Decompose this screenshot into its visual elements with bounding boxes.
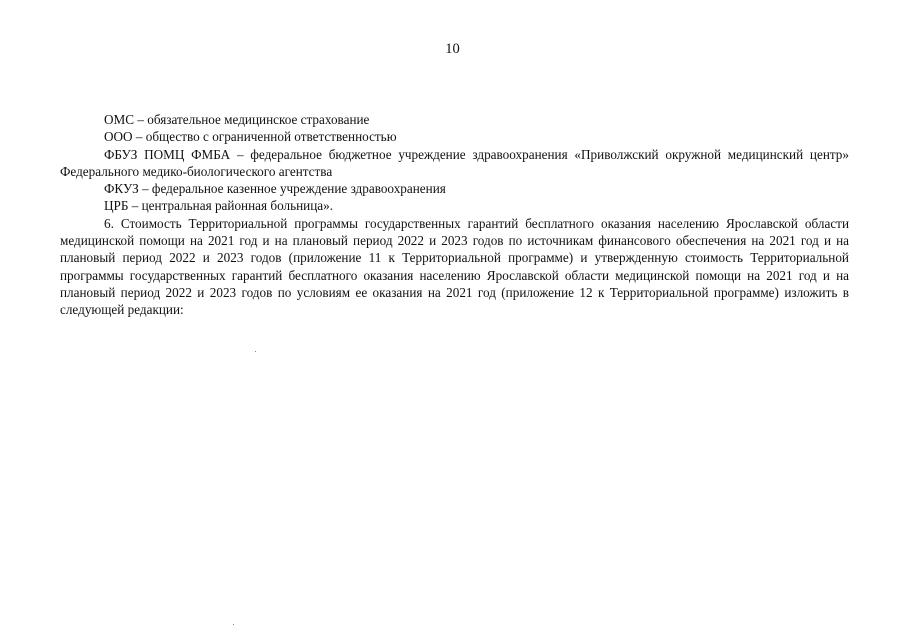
abbreviation-fkuz: ФКУЗ – федеральное казенное учреждение здравоохранения xyxy=(104,181,446,197)
abbreviation-ooo: ООО – общество с ограниченной ответственностью xyxy=(104,129,397,145)
document-body xyxy=(60,111,849,319)
scan-speck xyxy=(255,351,256,352)
scan-speck xyxy=(233,624,234,625)
abbreviation-oms: ОМС – обязательное медицинское страхование xyxy=(104,112,370,127)
abbreviation-crb: ЦРБ – центральная районная больница». xyxy=(104,198,334,214)
paragraph-item-6: 6. Стоимость Территориальной программы государственных гарантий бесплатного оказания населению Ярославской области медицинской помощи на 2021 год и на плановый период 2022 и 2023 годов по источникам финансового обеспечения на 2021 год и на плановый период 2022 и 2023 годов (приложение 11 к Территориальной программе) и утвержденную стоимость Территориальной программы государственных гарантий бесплатного оказания населению Ярославской области медицинской помощи на 2021 год и на плановый период 2022 и 2023 годов по условиям ее оказания на 2021 год (приложение 12 к Территориальной программе) изложить в следующей редакции: xyxy=(60,215,849,318)
abbreviation-fbuz-pomc-fmba: ФБУЗ ПОМЦ ФМБА – федеральное бюджетное учреждение здравоохранения «Приволжский окружной медицинский центр» Федерального медико-биологического агентства xyxy=(60,146,849,179)
page-number: 10 xyxy=(445,41,460,57)
